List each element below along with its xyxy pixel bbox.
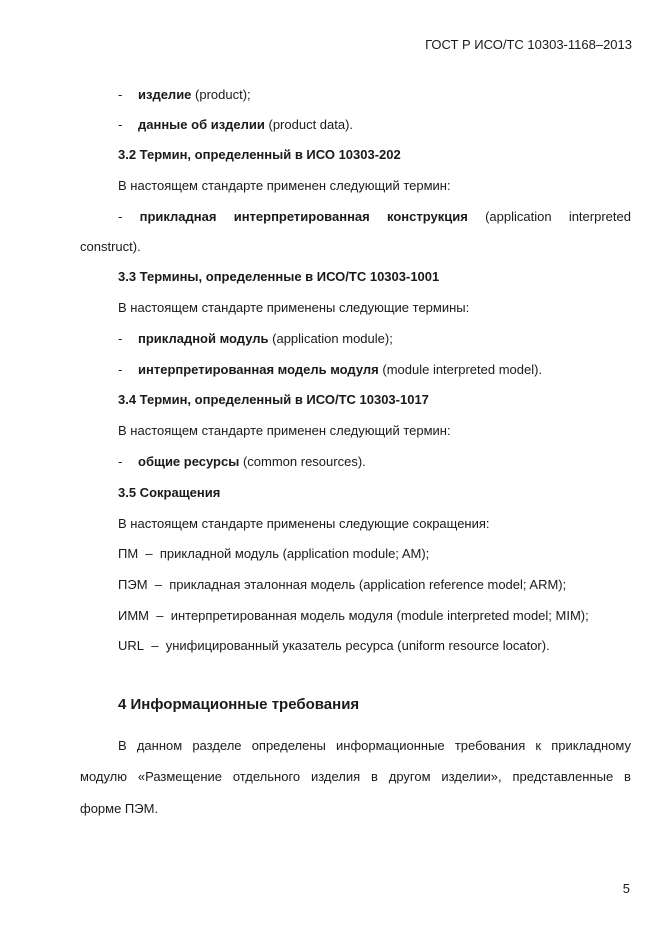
abbreviation-definition: унифицированный указатель ресурса (uniform resource locator). (165, 638, 550, 653)
abbreviation: ПМ (118, 546, 139, 561)
gloss: (common resources). (239, 454, 366, 469)
term: общие ресурсы (138, 454, 240, 469)
word: другом (388, 769, 431, 784)
abbreviation: URL (118, 638, 145, 653)
section-heading: 3.4 Термин, определенный в ИСО/ТС 10303-1017 (118, 392, 429, 407)
list-item: - интерпретированная модель модуля (module interpreted model). (118, 362, 543, 377)
abbreviation-row: ПЭМ – прикладная эталонная модель (application reference model; ARM); (118, 577, 567, 592)
section-heading: 3.3 Термины, определенные в ИСО/ТС 10303-1001 (118, 269, 440, 284)
term-word: прикладная (139, 209, 217, 224)
section-heading: 3.2 Термин, определенный в ИСО 10303-202 (118, 147, 401, 162)
word: прикладному (551, 738, 631, 753)
list-item: - прикладной модуль (application module); (118, 331, 393, 346)
abbreviation: ИММ (118, 608, 150, 623)
term: интерпретированная модель модуля (138, 362, 379, 377)
section-heading: 3.5 Сокращения (118, 485, 221, 500)
list-item: - общие ресурсы (common resources). (118, 454, 366, 469)
abbreviation-row: ПМ – прикладной модуль (application module; AM); (118, 546, 430, 561)
gloss-word: (application (485, 209, 552, 224)
gloss: (product); (191, 87, 251, 102)
word: изделии», (441, 769, 502, 784)
term: прикладной модуль (138, 331, 269, 346)
paragraph: В настоящем стандарте применены следующие термины: (118, 300, 470, 315)
gloss: (application module); (268, 331, 393, 346)
word: требования (454, 738, 526, 753)
abbreviation-definition: прикладная эталонная модель (application reference model; ARM); (169, 577, 567, 592)
paragraph-line (80, 769, 631, 784)
term-word: интерпретированная (233, 209, 370, 224)
page-number: 5 (622, 881, 630, 896)
gloss: (module interpreted model). (378, 362, 543, 377)
list-item: - данные об изделии (product data). (118, 117, 354, 132)
word: В (118, 738, 127, 753)
word: разделе (192, 738, 242, 753)
word: данном (136, 738, 183, 753)
paragraph: В настоящем стандарте применен следующий термин: (118, 423, 451, 438)
list-item: - изделие (product); (118, 87, 251, 102)
abbreviation-row: ИММ – интерпретированная модель модуля (module interpreted model; MIM); (118, 608, 589, 623)
word: «Размещение (137, 769, 222, 784)
abbreviation: ПЭМ (118, 577, 148, 592)
word: в (624, 769, 631, 784)
abbreviation-row: URL – унифицированный указатель ресурса (uniform resource locator). (118, 638, 550, 653)
paragraph: В настоящем стандарте применены следующие сокращения: (118, 516, 490, 531)
word: определены (251, 738, 326, 753)
document-header: ГОСТ Р ИСО/ТС 10303-1168–2013 (425, 37, 632, 52)
word: отдельного (232, 769, 301, 784)
word: модулю (80, 769, 128, 784)
word: изделия (310, 769, 361, 784)
word: информационные (336, 738, 445, 753)
word: в (371, 769, 378, 784)
paragraph-line: форме ПЭМ. (80, 801, 159, 816)
word: к (535, 738, 542, 753)
gloss: (product data). (264, 117, 354, 132)
abbreviation-definition: прикладной модуль (application module; AM); (159, 546, 430, 561)
paragraph-continuation: construct). (80, 239, 141, 254)
abbreviation-definition: интерпретированная модель модуля (module interpreted model; MIM); (170, 608, 589, 623)
term: данные об изделии (138, 117, 265, 132)
chapter-heading: 4 Информационные требования (118, 696, 360, 713)
term-word: конструкция (387, 209, 468, 224)
list-item: - прикладная интерпретированная конструкция (application interpreted (118, 209, 631, 224)
paragraph-line (118, 738, 631, 753)
gloss-word: interpreted (568, 209, 631, 224)
word: представленные (512, 769, 614, 784)
paragraph: В настоящем стандарте применен следующий термин: (118, 178, 451, 193)
term: изделие (138, 87, 192, 102)
